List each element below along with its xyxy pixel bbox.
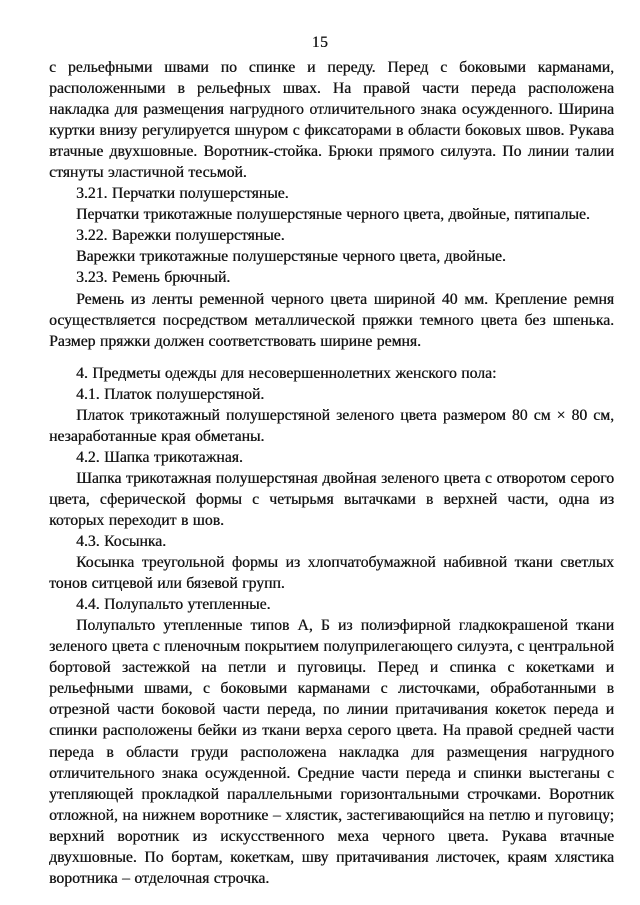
item-3-23-heading: 3.23. Ремень брючный. [76, 269, 231, 287]
section-4-heading: 4. Предметы одежды для несовершеннолетних женского пола: [76, 364, 497, 382]
item-3-21-heading: 3.21. Перчатки полушерстяные. [76, 185, 289, 203]
item-4-1-body: Платок трикотажный полушерстяной зеленого цвета размером 80 см × 80 см, незаработанные края обметаны. [49, 406, 614, 445]
item-4-4-heading: 4.4. Полупальто утепленные. [76, 596, 271, 614]
item-3-23-body: Ремень из ленты ременной черного цвета шириной 40 мм. Крепление ремня осуществляется посредством металлической пряжки темного цвета без шпенька. Размер пряжки должен соответствовать ширине ремня. [49, 290, 614, 350]
item-4-2-body: Шапка трикотажная полушерстяная двойная зеленого цвета с отворотом серого цвета, сферической формы с четырьмя вытачками в верхней части, одна из которых переходит в шов. [49, 469, 614, 529]
item-3-22-heading: 3.22. Варежки полушерстяные. [76, 227, 285, 245]
item-4-3-body: Косынка треугольной формы из хлопчатобумажной набивной ткани светлых тонов ситцевой или бязевой групп. [49, 554, 614, 593]
item-3-21-body: Перчатки трикотажные полушерстяные черного цвета, двойные, пятипалые. [76, 206, 590, 224]
document-body [49, 57, 614, 889]
page-number: 15 [311, 34, 329, 51]
item-3-22-body: Варежки трикотажные полушерстяные черного цвета, двойные. [76, 248, 506, 266]
item-4-3-heading: 4.3. Косынка. [76, 533, 167, 551]
item-4-4-body: Полупальто утепленные типов А, Б из полиэфирной гладкокрашеной ткани зеленого цвета с пленочным покрытием полуприлегающего силуэта, с центральной бортовой застежкой на петли и пуговицы. Перед и спинка с кокетками и рельефными швами, с боковыми карманами с листочками, обработанными в отрезной части боковой части переда, по линии притачивания кокеток переда и спинки расположены бейки из ткани верха серого цвета. На правой средней части переда в области груди расположена накладка для размещения нагрудного отличительного знака осужденной. Средние части переда и спинки выстеганы с утепляющей прокладкой параллельными горизонтальными строчками. Воротник отложной, на нижнем воротнике – хлястик, застегивающийся на петлю и пуговицу; верхний воротник из искусственного меха черного цвета. Рукава втачные двухшовные. По бортам, кокеткам, шву притачивания листочек, краям хлястика воротника – отделочная строчка. [49, 617, 614, 887]
item-4-2-heading: 4.2. Шапка трикотажная. [76, 448, 243, 466]
para-jacket-continuation: с рельефными швами по спинке и переду. Перед с боковыми карманами, расположенными в рельефных швах. На правой части переда расположена накладка для размещения нагрудного отличительного знака осужденного. Ширина куртки внизу регулируется шнуром с фиксаторами в области боковых швов. Рукава втачные двухшовные. Воротник-стойка. Брюки прямого силуэта. По линии талии стянуты эластичной тесьмой. [49, 59, 614, 182]
item-4-1-heading: 4.1. Платок полушерстяной. [76, 385, 265, 403]
